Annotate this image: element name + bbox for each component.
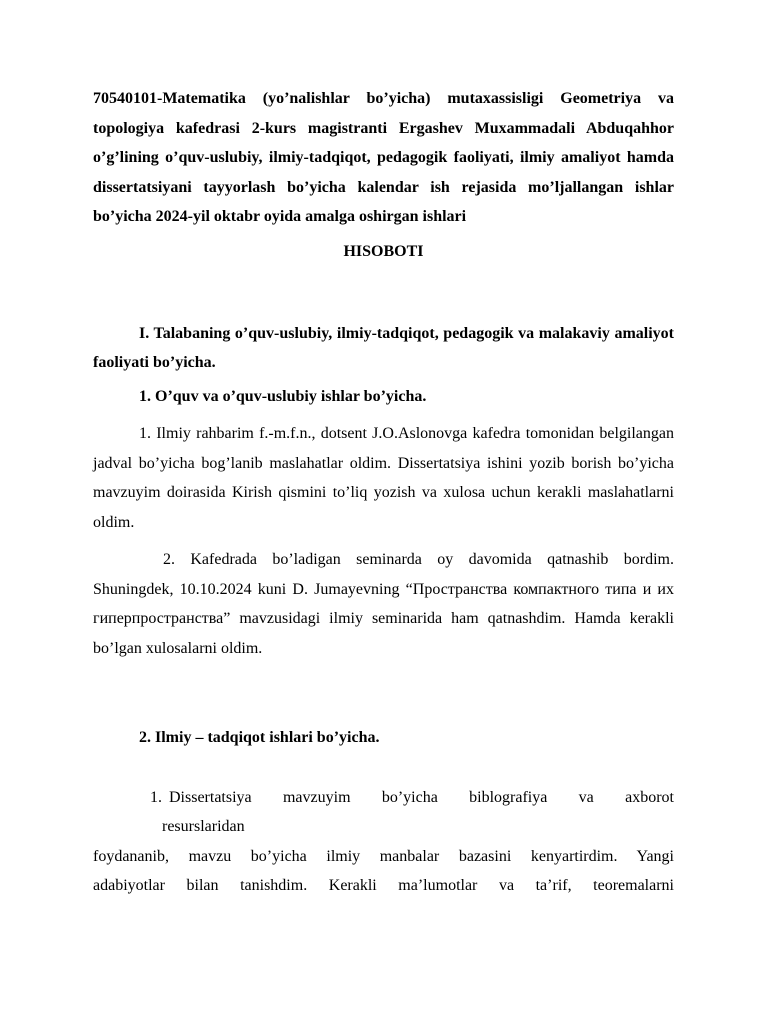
subsection-2-title: 2. Ilmiy – tadqiqot ishlari bo’yicha. — [139, 729, 380, 746]
paragraph-2: 2. Kafedrada bo’ladigan seminarda oy davomida qatnashib bordim. Shuningdek, 10.10.2024 kuni D. Jumayevning “Пространства компактного типа и их гиперпространства” mavzusidagi ilmiy seminarida ham qatnashdim. Hamda kerakli bo’lgan xulosalarni oldim. — [93, 551, 674, 657]
paragraph-1: 1. Ilmiy rahbarim f.-m.f.n., dotsent J.O.Aslonovga kafedra tomonidan belgilangan jadval bo’yicha bog’lanib maslahatlar oldim. Dissertatsiya ishini yozib borish bo’yicha mavzuyim doirasida Kirish qismini to’liq yozish va xulosa uchun kerakli maslahatlarni oldim. — [93, 425, 674, 531]
continuation-line-1: foydananib, mavzu bo’yicha ilmiy manbalar bazasini kenyartirdim. Yangi — [93, 847, 674, 865]
section-1-title: I. Talabaning o’quv-uslubiy, ilmiy-tadqiqot, pedagogik va malakaviy amaliyot faoliyati bo’yicha. — [93, 324, 674, 371]
subsection-1-title: 1. O’quv va o’quv-uslubiy ishlar bo’yicha. — [139, 387, 427, 405]
list-item-text-line1: Dissertatsiya mavzuyim bo’yicha biblografiya va axborot — [169, 788, 674, 806]
continuation-line-2: adabiyotlar bilan tanishdim. Kerakli ma’lumotlar va ta’rif, teoremalarni — [93, 877, 674, 894]
list-item — [93, 783, 674, 813]
list-item-number: 1. — [150, 788, 162, 806]
report-title: HISOBOTI — [343, 242, 424, 260]
numbered-list — [93, 783, 674, 842]
document-heading: 70540101-Matematika (yo’nalishlar bo’yicha) mutaxassisligi Geometriya va topologiya kafedrasi 2-kurs magistranti Ergashev Muxammadali Abduqahhor o’g’lining o’quv-uslubiy, ilmiy-tadqiqot, pedagogik faoliyati, ilmiy amaliyot hamda dissertatsiyani tayyorlash bo’yicha kalendar ish rejasida mo’ljallangan ishlar bo’yicha 2024-yil oktabr oyida amalga oshirgan ishlari — [93, 90, 674, 225]
list-item-text-line2: resurslaridan — [162, 818, 245, 835]
document-page — [93, 84, 674, 901]
